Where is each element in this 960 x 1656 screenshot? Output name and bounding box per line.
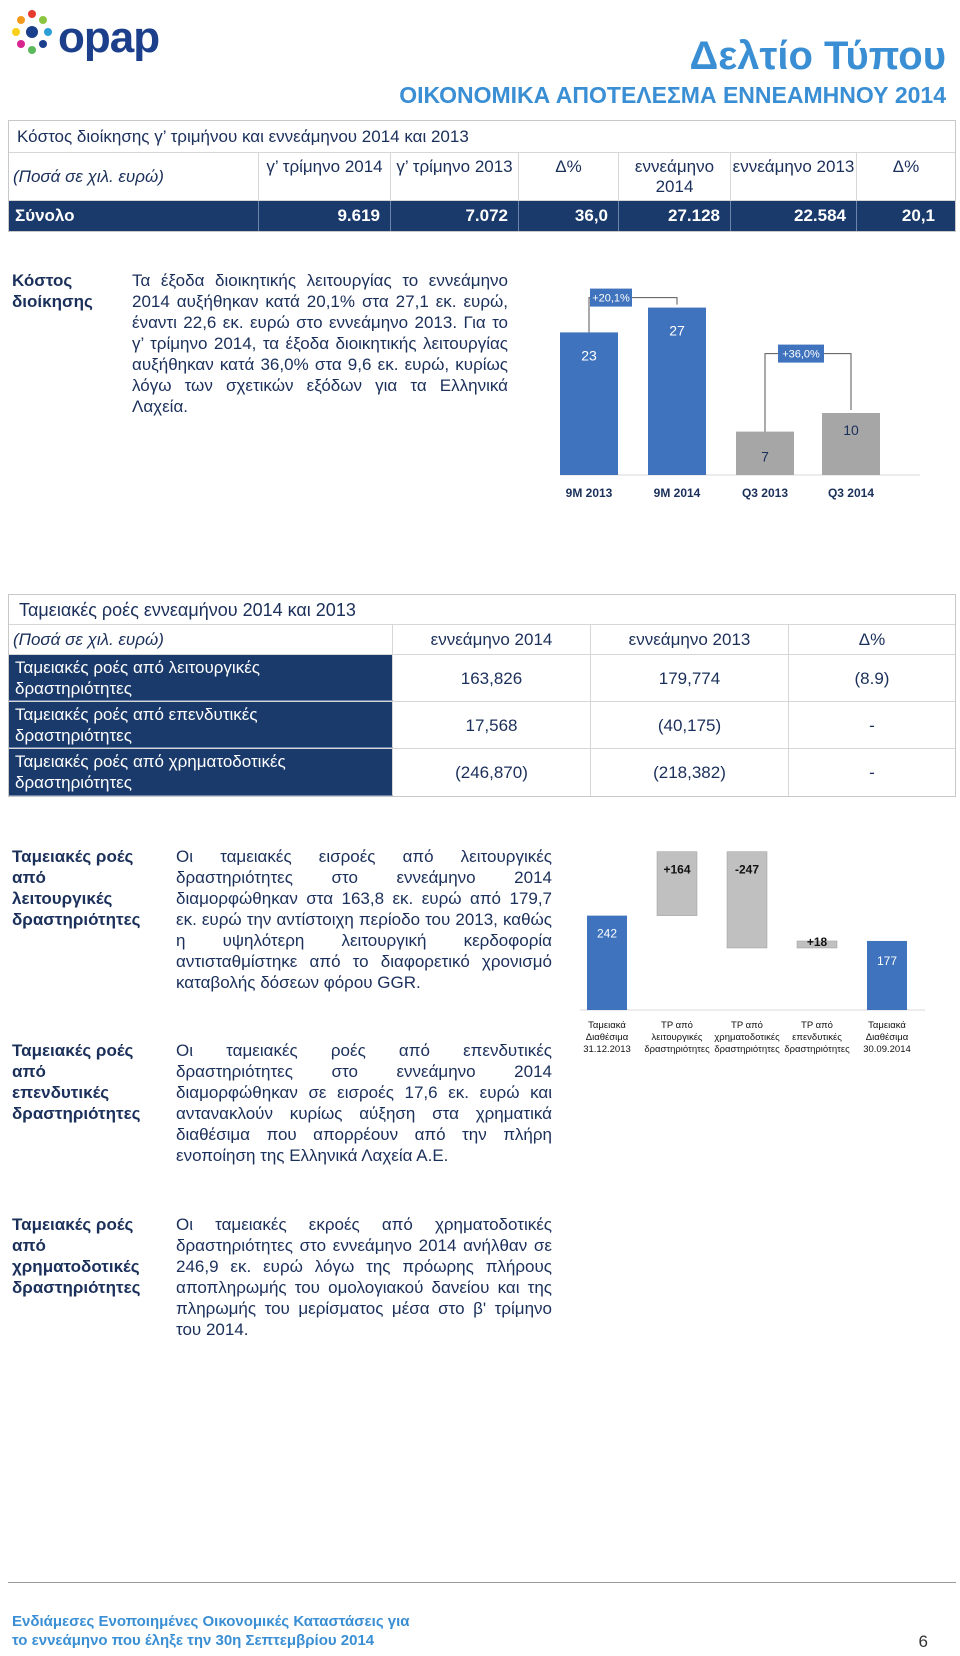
tick-label: ΤΡ από bbox=[731, 1020, 763, 1031]
tick-label: δραστηριότητες bbox=[784, 1044, 850, 1055]
label-line: Ταμειακές ροές bbox=[12, 847, 134, 866]
callout-label: +20,1% bbox=[592, 292, 630, 305]
label-line: από bbox=[12, 868, 46, 887]
data-label: 27 bbox=[669, 322, 685, 339]
data-label: 7 bbox=[761, 448, 769, 465]
label-line: από bbox=[12, 1062, 46, 1081]
cell: 22.584 bbox=[731, 201, 857, 231]
col-header: Δ% bbox=[519, 153, 619, 200]
cash-table-caption: Ταμειακές ροές εννεαμήνου 2014 και 2013 bbox=[9, 595, 955, 625]
col-header: γ’ τρίμηνο 2013 bbox=[391, 153, 519, 200]
cell: 20,1 bbox=[901, 206, 935, 225]
cell: (40,175) bbox=[591, 702, 789, 748]
row-label-line: δραστηριότητες bbox=[15, 773, 132, 792]
label-line: δραστηριότητες bbox=[12, 1104, 141, 1123]
cell: - bbox=[869, 763, 875, 782]
cash-waterfall-chart bbox=[580, 862, 940, 1120]
label-line: δραστηριότητες bbox=[12, 1278, 141, 1297]
row-label bbox=[9, 702, 393, 748]
admin-total-row bbox=[9, 201, 955, 231]
cell: (8.9) bbox=[854, 669, 890, 688]
label-line: Ταμειακές ροές bbox=[12, 1041, 134, 1060]
data-label: 10 bbox=[843, 422, 859, 438]
col-header: εννεάμηνο 2014 bbox=[619, 153, 731, 200]
cell: 179,774 bbox=[591, 655, 789, 701]
cash-table-unit: (Ποσά σε χιλ. ευρώ) bbox=[9, 625, 393, 654]
cell: (218,382) bbox=[591, 749, 789, 796]
tick-label: Διαθέσιμα bbox=[865, 1032, 909, 1043]
tick-label: Q3 2013 bbox=[741, 486, 789, 500]
data-label: 242 bbox=[596, 926, 618, 941]
tick-label: Διαθέσιμα bbox=[585, 1032, 629, 1043]
tick-label: επενδυτικές bbox=[792, 1032, 842, 1043]
admin-table-header bbox=[9, 153, 955, 201]
row-label-line: Ταμειακές ροές από λειτουργικές bbox=[15, 658, 260, 677]
cash-flow-table bbox=[8, 594, 956, 797]
col-header: γ’ τρίμηνο 2014 bbox=[259, 153, 391, 200]
tick-label: δραστηριότητες bbox=[644, 1044, 710, 1055]
row-label-line: Ταμειακές ροές από χρηματοδοτικές bbox=[15, 752, 286, 771]
cell: (246,870) bbox=[393, 749, 591, 796]
page-number: 6 bbox=[918, 1632, 928, 1651]
row-label bbox=[9, 749, 393, 796]
label-line: επενδυτικές bbox=[12, 1083, 110, 1102]
tick-label: Ταμειακά bbox=[588, 1020, 626, 1031]
tick-label: Q3 2014 bbox=[827, 486, 875, 500]
tick-label: Ταμειακά bbox=[868, 1020, 906, 1031]
col-header: εννεάμηνο 2013 bbox=[731, 153, 857, 200]
label-line: Ταμειακές ροές bbox=[12, 1215, 134, 1234]
cell: 163,826 bbox=[393, 655, 591, 701]
admin-section-text: Τα έξοδα διοικητικής λειτουργίας το εννεάμηνο 2014 αυξήθηκαν κατά 20,1% στα 27,1 εκ. ευρώ, έναντι 22,6 εκ. ευρώ στο εννεάμηνο 2013. Για το γ’ τρίμηνο 2014, τα έξοδα διοικητικής λειτουργίας αυξήθηκαν κατά 36,0% στα 9,6 εκ. ευρώ, κυρίως λόγω των σχετικών εξόδων για τα Ελληνικά Λαχεία. bbox=[132, 271, 508, 416]
tick-label: 9M 2014 bbox=[653, 486, 701, 500]
operating-section-text: Οι ταμειακές εισροές από λειτουργικές δραστηριότητες στο εννεάμηνο 2014 διαμορφώθηκαν στα 163,8 εκ. ευρώ από 179,7 εκ. ευρώ την αντίστοιχη περίοδο του 2013, καθώς η υψηλότερη λειτουργική κερδοφορία αντισταθμίστηκε από το διαφορετικό χρονισμό καταβολής δόσεων φόρου GGR. bbox=[176, 847, 552, 992]
callout-label: +36,0% bbox=[782, 348, 820, 361]
footer-divider bbox=[8, 1582, 956, 1583]
row-label-line: δραστηριότητες bbox=[15, 679, 132, 698]
cell: 9.619 bbox=[259, 201, 391, 231]
admin-cost-chart bbox=[560, 290, 920, 540]
investing-section-text: Οι ταμειακές ροές από επενδυτικές δραστηριότητες στο εννεάμηνο 2014 διαμορφώθηκαν σε εισροές 17,6 εκ. ευρώ και αντανακλούν κυρίως αύξηση στα χρηματικά διαθέσιμα που απορρέουν από την πλήρη ενοποίηση της Ελληνικά Λαχεία Α.Ε. bbox=[176, 1041, 552, 1165]
tick-label: λειτουργικές bbox=[651, 1032, 703, 1043]
logo-dots-icon bbox=[8, 8, 56, 64]
footer-text bbox=[12, 1612, 410, 1650]
tick-label: 31.12.2013 bbox=[583, 1044, 631, 1055]
admin-cost-table bbox=[8, 120, 956, 232]
investing-section-label bbox=[12, 1040, 162, 1124]
table-row bbox=[9, 749, 955, 796]
data-label: -247 bbox=[734, 862, 760, 877]
row-label-line: Ταμειακές ροές από επενδυτικές bbox=[15, 705, 258, 724]
footer-line: το εννεάμηνο που έληξε την 30η Σεπτεμβρίου 2014 bbox=[12, 1632, 375, 1649]
col-header: Δ% bbox=[892, 157, 920, 176]
row-label-line: δραστηριότητες bbox=[15, 726, 132, 745]
data-label: 23 bbox=[581, 347, 597, 364]
cell: 27.128 bbox=[619, 201, 731, 231]
col-header: εννεάμηνο 2013 bbox=[591, 625, 789, 654]
logo-text: opap bbox=[58, 13, 160, 62]
col-header: Δ% bbox=[858, 630, 886, 649]
admin-section-label: Κόστος διοίκησης bbox=[12, 271, 93, 311]
document-subtitle: ΟΙΚΟΝΟΜΙΚΑ ΑΠΟΤΕΛΕΣΜΑ ΕΝΝΕΑΜΗΝΟΥ 2014 bbox=[399, 82, 946, 108]
bar bbox=[657, 852, 697, 916]
label-line: δραστηριότητες bbox=[12, 910, 141, 929]
admin-table-unit: (Ποσά σε χιλ. ευρώ) bbox=[9, 153, 259, 200]
cell: - bbox=[869, 716, 875, 735]
financing-section-text: Οι ταμειακές εκροές από χρηματοδοτικές δραστηριότητες στο εννεάμηνο 2014 ανήλθαν σε 246,9 εκ. ευρώ λόγω της πρόωρης πλήρους αποπληρωμής του ομολογιακού δανείου και της πληρωμής του μερίσματος μέσα στο β' τρίμηνο του 2014. bbox=[176, 1215, 552, 1339]
tick-label: δραστηριότητες bbox=[714, 1044, 780, 1055]
document-title: Δελτίο Τύπου bbox=[689, 34, 946, 78]
label-line: λειτουργικές bbox=[12, 889, 113, 908]
col-header: εννεάμηνο 2014 bbox=[393, 625, 591, 654]
financing-section-label bbox=[12, 1214, 162, 1298]
label-line: από bbox=[12, 1236, 46, 1255]
data-label: +164 bbox=[663, 862, 691, 877]
data-label: +18 bbox=[806, 934, 828, 949]
tick-label: 9M 2013 bbox=[565, 486, 613, 500]
row-label: Σύνολο bbox=[9, 201, 259, 231]
bar bbox=[867, 941, 907, 1010]
table-row bbox=[9, 655, 955, 702]
cell: 17,568 bbox=[393, 702, 591, 748]
tick-label: χρηματοδοτικές bbox=[714, 1032, 780, 1043]
label-line: χρηματοδοτικές bbox=[12, 1257, 140, 1276]
cell: 36,0 bbox=[519, 201, 619, 231]
tick-label: ΤΡ από bbox=[801, 1020, 833, 1031]
row-label bbox=[9, 655, 393, 701]
operating-section-label bbox=[12, 846, 162, 930]
tick-label: ΤΡ από bbox=[661, 1020, 693, 1031]
cell: 7.072 bbox=[391, 201, 519, 231]
admin-table-caption: Κόστος διοίκησης γ’ τριμήνου και εννεάμηνου 2014 και 2013 bbox=[9, 121, 955, 153]
cash-table-header bbox=[9, 625, 955, 655]
tick-label: 30.09.2014 bbox=[863, 1044, 911, 1055]
data-label: 177 bbox=[876, 953, 898, 968]
table-row bbox=[9, 702, 955, 749]
footer-line: Ενδιάμεσες Ενοποιημένες Οικονομικές Καταστάσεις για bbox=[12, 1613, 410, 1630]
